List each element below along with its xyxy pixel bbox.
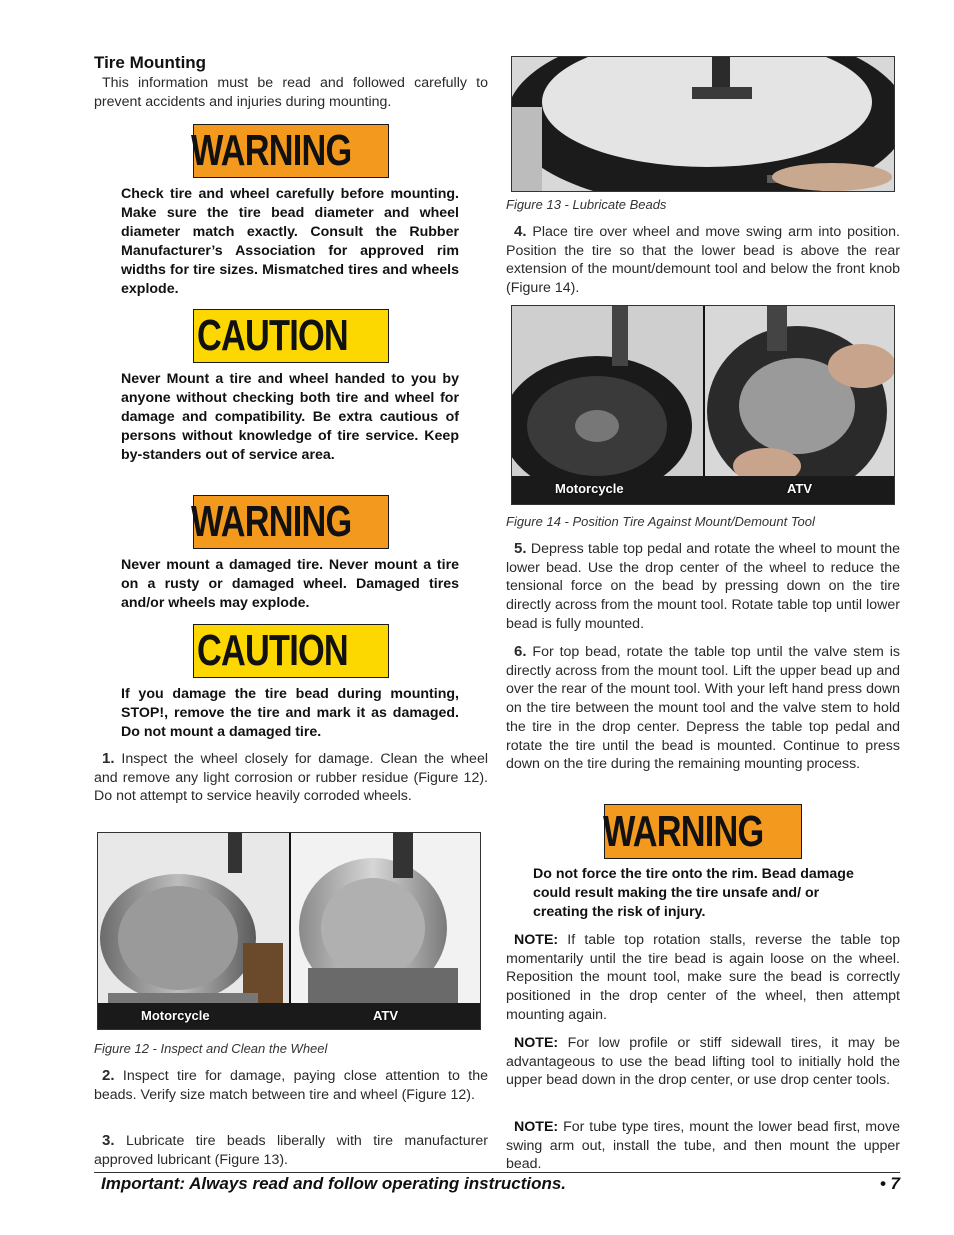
section-title: Tire Mounting bbox=[94, 53, 207, 72]
figure-14-photo bbox=[511, 305, 895, 505]
step-number: 5. bbox=[514, 540, 527, 557]
note-label: NOTE: bbox=[514, 1035, 559, 1051]
note-label: NOTE: bbox=[514, 1119, 559, 1135]
figure-14-label-motorcycle: Motorcycle bbox=[555, 481, 624, 496]
step-text: For top bead, rotate the table top until the valve stem is directly across from the mount tool. Lift the upper bead up and over the rear of the mount tool. With your left hand press down on the tire between the mount tool and the valve stem to hold the tire in the drop center. Depress the table top pedal and rotate the tire until the bead is mounted. Continue to press down on the tire during the remaining mounting process. bbox=[506, 644, 900, 773]
step-number: 3. bbox=[102, 1132, 115, 1149]
tire-lubricate-photo bbox=[512, 57, 895, 192]
caution-sign bbox=[193, 309, 389, 363]
step-text: Depress table top pedal and rotate the wheel to mount the lower bead. Use the drop center of the wheel to reduce the tensional force on the bead by pressing down on the tire directly across from the mount tool. Rotate table top until lower bead is fully mounted. bbox=[506, 541, 900, 632]
step-3 bbox=[94, 1132, 488, 1169]
sign-word: WARNING bbox=[191, 126, 352, 175]
step-6 bbox=[506, 643, 900, 774]
figure-13-caption: Figure 13 - Lubricate Beads bbox=[506, 197, 667, 212]
sign-word: CAUTION bbox=[197, 311, 349, 360]
intro-paragraph: This information must be read and followed carefully to prevent accidents and injuries during mounting. bbox=[94, 75, 488, 110]
step-text: Inspect the wheel closely for damage. Clean the wheel and remove any light corrosion or rubber residue (Figure 12). Do not attempt to service heavily corroded wheels. bbox=[94, 751, 488, 805]
sign-word: CAUTION bbox=[197, 626, 349, 675]
figure-12-label-motorcycle: Motorcycle bbox=[141, 1008, 210, 1023]
figure-12-caption: Figure 12 - Inspect and Clean the Wheel bbox=[94, 1041, 328, 1056]
step-1 bbox=[94, 750, 488, 806]
figure-12-label-atv: ATV bbox=[373, 1008, 399, 1023]
caution-sign bbox=[193, 624, 389, 678]
note-text: For tube type tires, mount the lower bead first, move swing arm out, install the tube, and then mount the upper bead. bbox=[506, 1119, 900, 1173]
step-text: Lubricate tire beads liberally with tire manufacturer approved lubricant (Figure 13). bbox=[94, 1133, 488, 1168]
step-number: 2. bbox=[102, 1067, 115, 1084]
step-text: Place tire over wheel and move swing arm into position. Position the tire so that the lower bead is above the rear extension of the mount/demount tool and below the front knob (Figure 14). bbox=[506, 224, 900, 297]
footer-text: Important: Always read and follow operating instructions. bbox=[101, 1174, 567, 1193]
step-number: 4. bbox=[514, 223, 527, 240]
note-1 bbox=[506, 931, 900, 1025]
wheel-photos bbox=[98, 833, 481, 1030]
footer-rule bbox=[94, 1172, 900, 1173]
note-label: NOTE: bbox=[514, 932, 559, 948]
caution-text: Never Mount a tire and wheel handed to you by anyone without checking both tire and wheel for damage and compatibility. Be extra cautious of persons without knowledge of tire service. Keep by-standers out of service area. bbox=[121, 371, 459, 463]
warning-text: Never mount a damaged tire. Never mount a tire on a rusty or damaged wheel. Damaged tires and/or wheels may explode. bbox=[121, 557, 459, 611]
note-3 bbox=[506, 1118, 900, 1174]
note-text: If table top rotation stalls, reverse the table top momentarily until the tire bead is again loose on the wheel. Reposition the mount tool, make sure the bead is correctly positioned in the drop center of the wheel, then attempt mounting again. bbox=[506, 932, 900, 1023]
step-number: 1. bbox=[102, 750, 115, 767]
figure-12-photo bbox=[97, 832, 481, 1030]
figure-13-photo bbox=[511, 56, 895, 192]
note-2 bbox=[506, 1034, 900, 1090]
step-4 bbox=[506, 223, 900, 298]
warning-sign bbox=[193, 124, 389, 178]
sign-word: WARNING bbox=[191, 497, 352, 546]
step-2 bbox=[94, 1067, 488, 1104]
figure-14-caption: Figure 14 - Position Tire Against Mount/Demount Tool bbox=[506, 514, 815, 529]
caution-text: If you damage the tire bead during mounting, STOP!, remove the tire and mark it as damaged. Do not mount a damaged tire. bbox=[121, 686, 459, 740]
warning-text: Check tire and wheel carefully before mounting. Make sure the tire bead diameter and wheel diameter match exactly. Consult the Rubber Manufacturer’s Association for approved rim widths for tire sizes. Mismatched tires and wheels explode. bbox=[121, 186, 459, 297]
sign-word: WARNING bbox=[603, 806, 764, 856]
step-number: 6. bbox=[514, 643, 527, 660]
warning-sign bbox=[193, 495, 389, 549]
note-text: For low profile or stiff sidewall tires, it may be advantageous to use the bead lifting tool to initially hold the upper bead down in the drop center, or use drop center tools. bbox=[506, 1035, 900, 1089]
page-number: • 7 bbox=[879, 1174, 900, 1193]
step-text: Inspect tire for damage, paying close attention to the beads. Verify size match between tire and wheel (Figure 12). bbox=[94, 1068, 488, 1103]
warning-text: Do not force the tire onto the rim. Bead damage could result making the tire unsafe and/ or creating the risk of injury. bbox=[533, 866, 854, 920]
step-5 bbox=[506, 540, 900, 634]
tire-position-photos bbox=[512, 306, 895, 505]
warning-sign bbox=[604, 804, 802, 859]
figure-14-label-atv: ATV bbox=[787, 481, 813, 496]
